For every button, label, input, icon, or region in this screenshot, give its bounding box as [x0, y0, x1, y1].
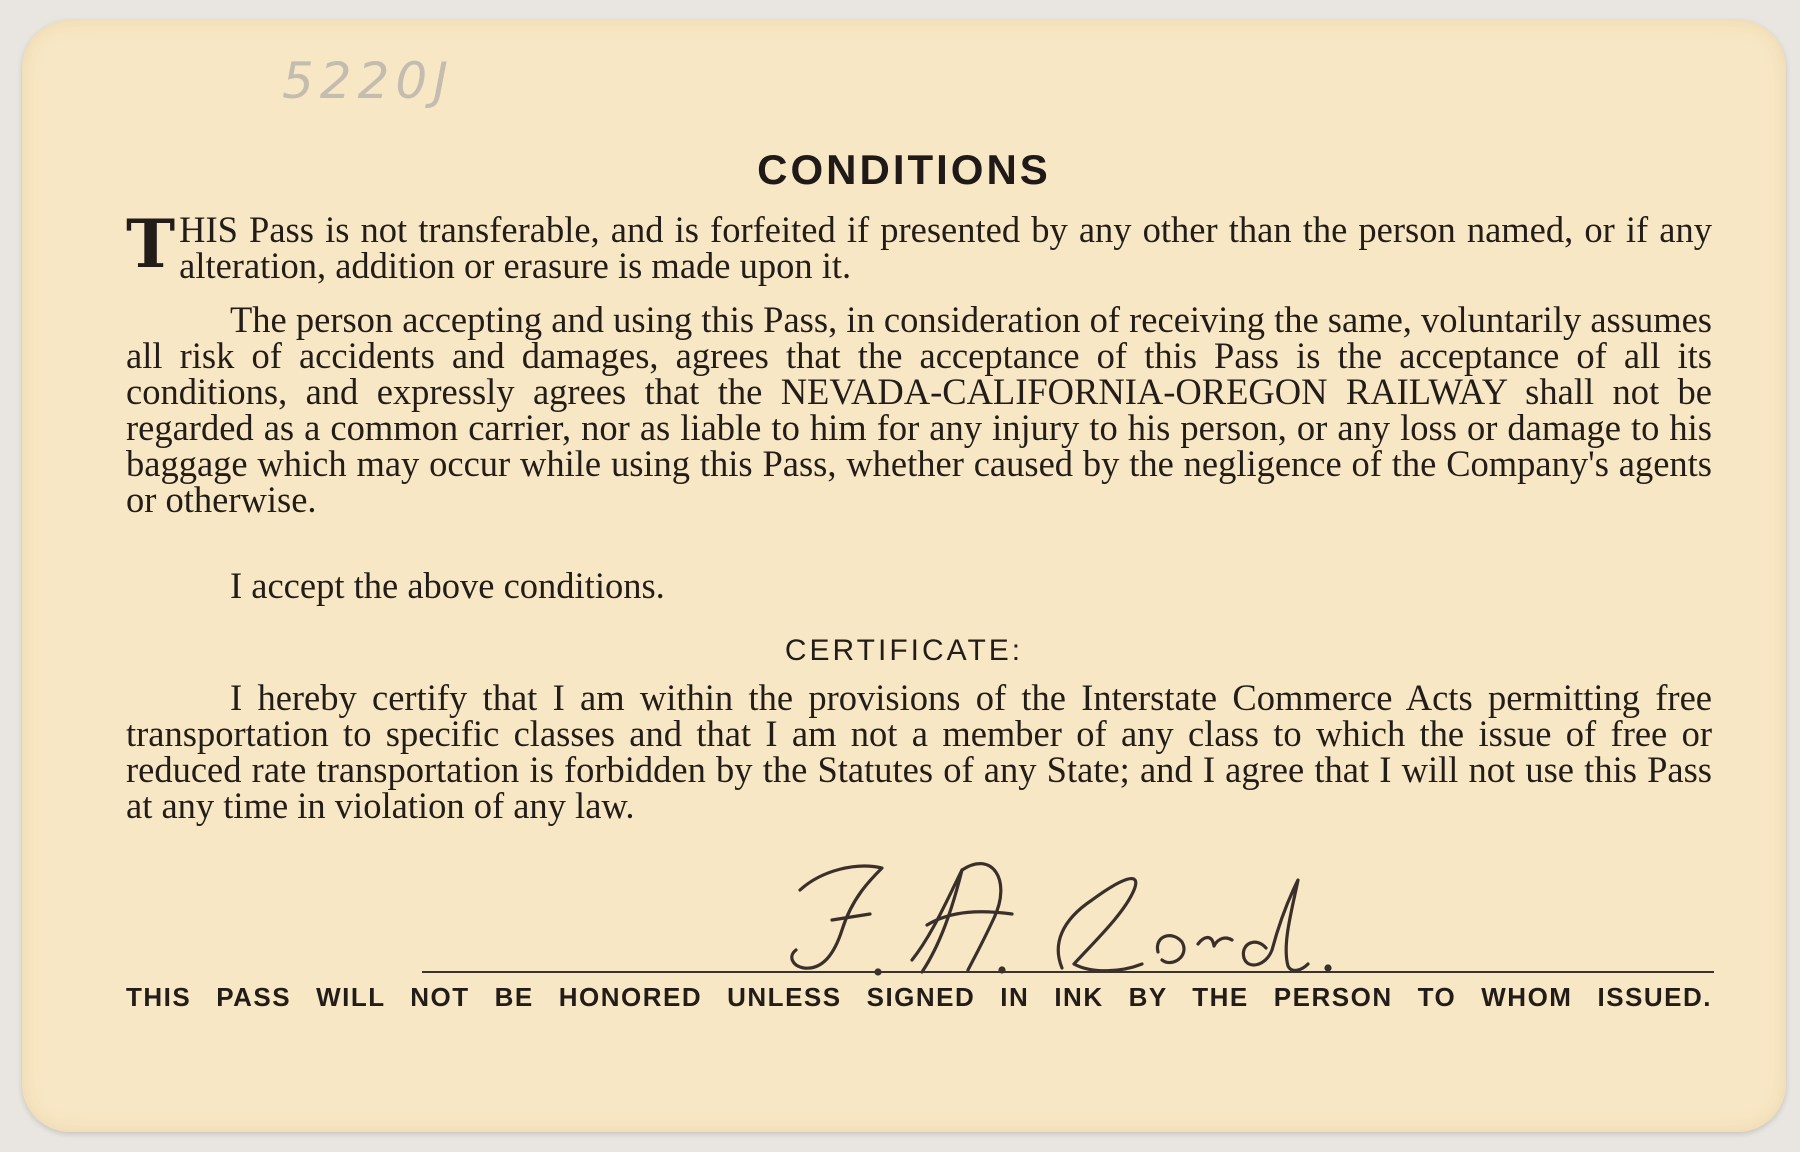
- signature-line: [422, 971, 1714, 973]
- paragraph-liability: The person accepting and using this Pass, in consideration of receiving the same, voluntarily assumes all risk of accidents and damages, agrees that the acceptance of this Pass is the acceptance of all its conditions, and expressly agrees that the NEVADA-CALIFORNIA-OREGON RAILWAY shall not be regarded as a common carrier, nor as liable to him for any injury to his person, or any loss or damage to his baggage which may occur while using this Pass, whether caused by the negligence of the Company's agents or otherwise.: [126, 299, 1712, 520]
- paragraph-transferability: [126, 205, 1712, 286]
- certificate-heading: CERTIFICATE:: [784, 634, 1024, 667]
- paragraph-accept: I accept the above conditions.: [230, 565, 665, 606]
- pass-card: [22, 20, 1786, 1132]
- drop-cap: T: [126, 205, 176, 283]
- footer-notice: THIS PASS WILL NOT BE HONORED UNLESS SIGNED IN INK BY THE PERSON TO WHOM ISSUED.: [126, 982, 1712, 1012]
- signature: [762, 840, 1362, 1000]
- conditions-heading: CONDITIONS: [757, 146, 1051, 193]
- pencil-note: 5220J: [282, 52, 454, 110]
- paragraph-certificate: I hereby certify that I am within the provisions of the Interstate Commerce Acts permitting free transportation to specific classes and that I am not a member of any class to which the issue of free or reduced rate transportation is forbidden by the Statutes of any State; and I agree that I will not use this Pass at any time in violation of any law.: [126, 677, 1712, 826]
- paragraph-transferability-text: HIS Pass is not transferable, and is forfeited if presented by any other than the person named, or if any alteration, addition or erasure is made upon it.: [179, 209, 1712, 286]
